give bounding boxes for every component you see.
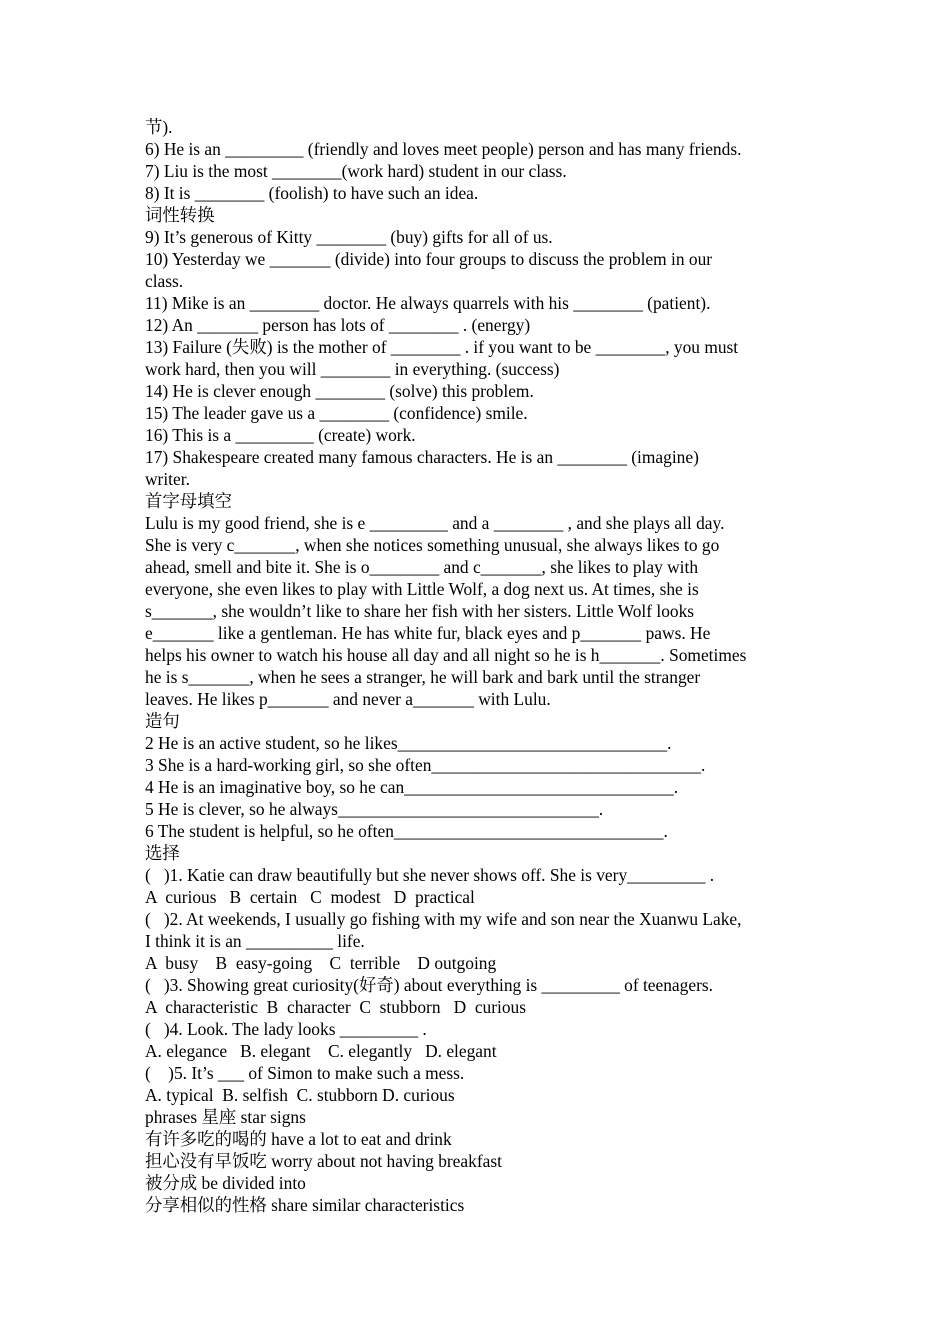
text-line: 节). [145, 117, 173, 137]
section-heading: 造句 [145, 711, 180, 731]
text-line: writer. [145, 469, 190, 489]
text-line: A. elegance B. elegant C. elegantly D. elegant [145, 1041, 497, 1061]
document-page [145, 116, 817, 1216]
text-line: Lulu is my good friend, she is e _________ and a ________ , and she plays all day. [145, 513, 725, 533]
text-line: 被分成 be divided into [145, 1173, 306, 1193]
text-line: 7) Liu is the most ________(work hard) student in our class. [145, 161, 567, 181]
text-line: e_______ like a gentleman. He has white fur, black eyes and p_______ paws. He [145, 623, 711, 643]
text-line: A characteristic B character C stubborn D curious [145, 997, 527, 1017]
text-line: everyone, she even likes to play with Little Wolf, a dog next us. At times, she is [145, 579, 699, 599]
text-line: 11) Mike is an ________ doctor. He always quarrels with his ________ (patient). [145, 293, 711, 313]
text-line: 13) Failure (失败) is the mother of ________ . if you want to be ________, you must [145, 337, 739, 357]
text-line: 10) Yesterday we _______ (divide) into four groups to discuss the problem in our [145, 249, 713, 269]
text-line: he is s_______, when he sees a stranger, he will bark and bark until the stranger [145, 667, 701, 687]
section-heading: 词性转换 [145, 205, 215, 225]
text-line: 3 She is a hard-working girl, so she often_______________________________. [145, 755, 706, 775]
text-line: class. [145, 271, 184, 291]
text-line: ahead, smell and bite it. She is o________ and c_______, she likes to play with [145, 557, 699, 577]
text-line: 6) He is an _________ (friendly and loves meet people) person and has many friends. [145, 139, 742, 159]
text-line: 6 The student is helpful, so he often_______________________________. [145, 821, 668, 841]
text-line: phrases 星座 star signs [145, 1107, 306, 1127]
text-line: 分享相似的性格 share similar characteristics [145, 1195, 465, 1215]
section-heading: 选择 [145, 843, 180, 863]
text-line: ( )5. It’s ___ of Simon to make such a mess. [145, 1063, 465, 1083]
text-line: helps his owner to watch his house all day and all night so he is h_______. Sometimes [145, 645, 747, 665]
text-line: ( )1. Katie can draw beautifully but she never shows off. She is very_________ . [145, 865, 715, 885]
text-line: 9) It’s generous of Kitty ________ (buy) gifts for all of us. [145, 227, 553, 247]
text-line: ( )3. Showing great curiosity(好奇) about everything is _________ of teenagers. [145, 975, 713, 995]
text-line: 14) He is clever enough ________ (solve) this problem. [145, 381, 534, 401]
text-line: ( )2. At weekends, I usually go fishing with my wife and son near the Xuanwu Lake, [145, 909, 742, 929]
section-heading: 首字母填空 [145, 491, 232, 511]
text-line: 5 He is clever, so he always______________________________. [145, 799, 604, 819]
text-line: 16) This is a _________ (create) work. [145, 425, 416, 445]
text-line: leaves. He likes p_______ and never a_______ with Lulu. [145, 689, 551, 709]
text-line: s_______, she wouldn’t like to share her fish with her sisters. Little Wolf looks [145, 601, 695, 621]
text-line: ( )4. Look. The lady looks _________ . [145, 1019, 427, 1039]
text-line: A curious B certain C modest D practical [145, 887, 475, 907]
text-line: 8) It is ________ (foolish) to have such an idea. [145, 183, 479, 203]
text-line: 15) The leader gave us a ________ (confidence) smile. [145, 403, 528, 423]
text-line: 4 He is an imaginative boy, so he can_______________________________. [145, 777, 679, 797]
text-line: A busy B easy-going C terrible D outgoing [145, 953, 497, 973]
text-line: 2 He is an active student, so he likes_______________________________. [145, 733, 672, 753]
text-line: She is very c_______, when she notices something unusual, she always likes to go [145, 535, 720, 555]
text-line: A. typical B. selfish C. stubborn D. curious [145, 1085, 455, 1105]
text-line: 17) Shakespeare created many famous characters. He is an ________ (imagine) [145, 447, 699, 467]
text-line: 12) An _______ person has lots of ________ . (energy) [145, 315, 531, 335]
text-line: 有许多吃的喝的 have a lot to eat and drink [145, 1129, 452, 1149]
text-line: 担心没有早饭吃 worry about not having breakfast [145, 1151, 502, 1171]
text-line: I think it is an __________ life. [145, 931, 365, 951]
text-line: work hard, then you will ________ in everything. (success) [145, 359, 560, 379]
